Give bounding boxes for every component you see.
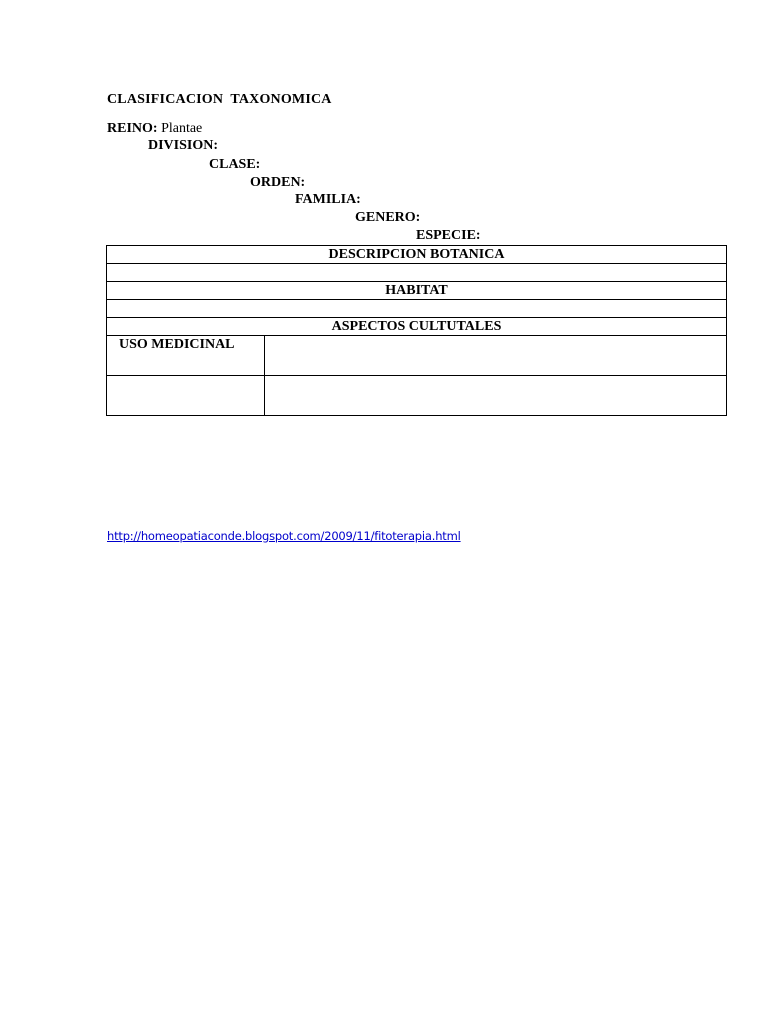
taxonomy-division (148, 137, 218, 155)
reino-label: REINO: (107, 121, 158, 136)
division-label: DIVISION: (148, 138, 219, 153)
taxonomy-especie (416, 227, 481, 245)
table-row (107, 318, 727, 336)
genero-label: GENERO: (355, 210, 421, 225)
empty-value-cell (265, 376, 727, 416)
table-row (107, 336, 727, 376)
familia-label: FAMILIA: (295, 192, 361, 207)
taxonomy-reino (107, 120, 202, 138)
habitat-cell (107, 300, 727, 318)
table-row (107, 376, 727, 416)
taxonomy-genero (355, 209, 420, 227)
habitat-header: HABITAT (107, 282, 727, 300)
table-row (107, 282, 727, 300)
uso-medicinal-label: USO MEDICINAL (107, 336, 265, 376)
descripcion-botanica-cell (107, 264, 727, 282)
descripcion-botanica-header: DESCRIPCION BOTANICA (107, 246, 727, 264)
orden-label: ORDEN: (250, 175, 306, 190)
taxonomy-clase (209, 156, 260, 174)
empty-label-cell (107, 376, 265, 416)
taxonomy-orden (250, 174, 305, 192)
clase-label: CLASE: (209, 157, 261, 172)
plant-info-table (106, 245, 727, 416)
reino-value: Plantae (161, 121, 203, 136)
table-row (107, 264, 727, 282)
aspectos-culturales-header: ASPECTOS CULTUTALES (107, 318, 727, 336)
fitoterapia-link[interactable]: http://homeopatiaconde.blogspot.com/2009/11/fitoterapia.html (107, 529, 461, 543)
document-title: CLASIFICACION TAXONOMICA (107, 92, 332, 107)
taxonomy-familia (295, 191, 361, 209)
table-row (107, 246, 727, 264)
table-row (107, 300, 727, 318)
uso-medicinal-cell (265, 336, 727, 376)
especie-label: ESPECIE: (416, 228, 481, 243)
